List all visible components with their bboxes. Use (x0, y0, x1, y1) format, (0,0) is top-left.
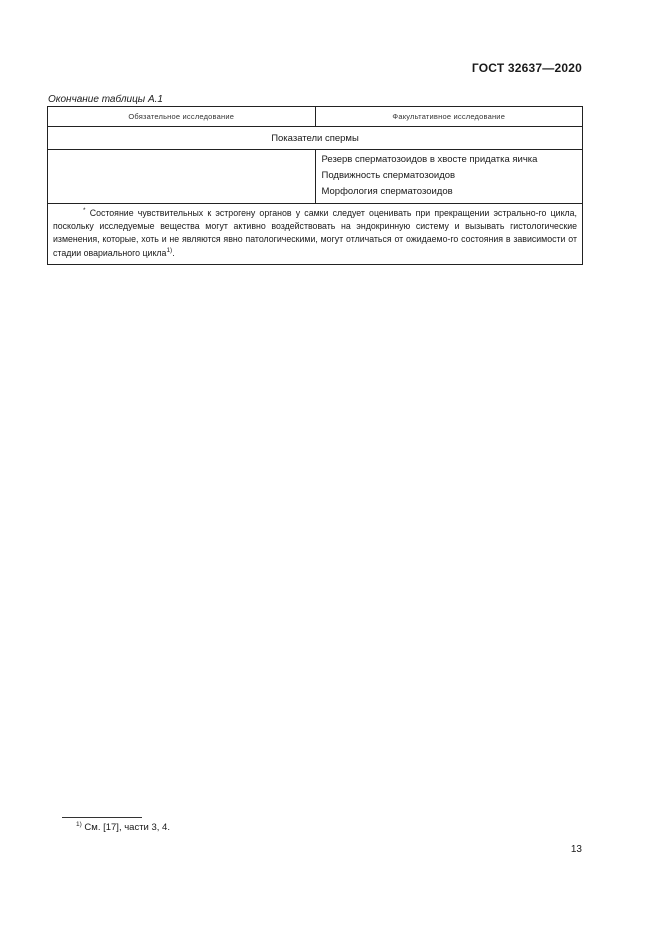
note-marker: * (83, 207, 86, 214)
table-note-row (48, 204, 583, 265)
table-header-row (48, 107, 583, 127)
table-row (48, 150, 583, 204)
document-header: ГОСТ 32637—2020 (471, 61, 582, 75)
footnote-marker: 1) (76, 821, 82, 828)
note-reference: 1) (166, 246, 173, 254)
footnote-text: См. [17], части 3, 4. (84, 822, 170, 833)
optional-items-cell (315, 150, 583, 204)
list-item: Подвижность сперматозоидов (321, 170, 456, 181)
note-text: Состояние чувствительных к эстрогену органов у самки следует оценивать при прекращении эстрально-го цикла, поскольку исследуемые вещества могут активно воздействовать на эндокринную систему и вызывать гистологические изменения, которые, хоть и не являются явно патологическими, могут отличаться от ожидаемо-го состояния в зависимости от стадии овариального цикла (53, 208, 577, 258)
mandatory-items-cell (48, 150, 316, 204)
table-note (48, 204, 583, 265)
page-number: 13 (570, 844, 582, 855)
footnote-separator (62, 817, 142, 818)
data-table (47, 106, 583, 265)
column-header-mandatory: Обязательное исследование (48, 107, 316, 127)
note-end: . (172, 247, 175, 258)
section-title: Показатели спермы (48, 127, 583, 150)
footnote (76, 822, 170, 833)
section-row (48, 127, 583, 150)
column-header-optional: Факультативное исследование (315, 107, 583, 127)
list-item: Резерв сперматозоидов в хвосте придатка яичка (321, 154, 538, 165)
list-item: Морфология сперматозоидов (321, 186, 453, 197)
table-caption: Окончание таблицы А.1 (48, 94, 163, 105)
